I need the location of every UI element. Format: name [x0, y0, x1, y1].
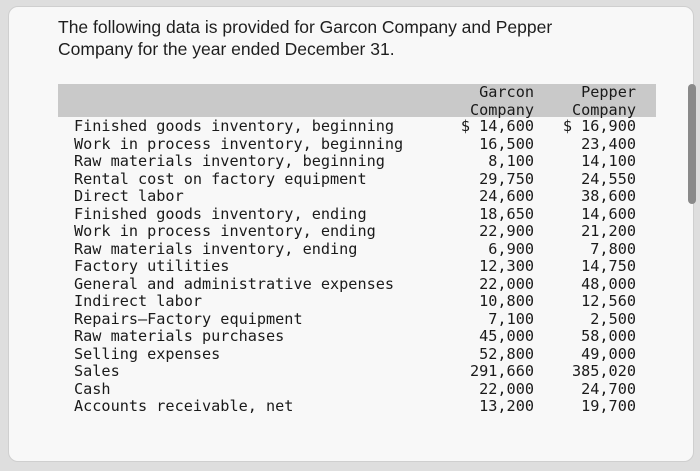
- table-row: [58, 206, 656, 224]
- table-row: [58, 311, 656, 329]
- pepper-value: 14,100: [581, 152, 636, 170]
- table-row: [58, 363, 656, 381]
- garcon-value: 45,000: [479, 327, 534, 345]
- garcon-value: 10,800: [479, 292, 534, 310]
- garcon-value: 7,100: [488, 309, 534, 328]
- table-row: [58, 153, 656, 171]
- column-header-garcon: Garcon Company: [469, 83, 534, 119]
- problem-intro: The following data is provided for Garcon Company and Pepper Company for the year ended December 31.: [58, 17, 553, 59]
- row-label: Sales: [74, 362, 120, 380]
- garcon-value: 22,000: [479, 379, 534, 398]
- pepper-value: 48,000: [581, 274, 636, 293]
- pepper-value: 24,700: [581, 379, 636, 398]
- pepper-value: 23,400: [581, 134, 636, 153]
- table-row: [58, 293, 656, 311]
- scrollbar[interactable]: [688, 84, 696, 204]
- pepper-value: 7,800: [590, 239, 636, 258]
- row-label: Finished goods inventory, beginning: [74, 117, 395, 135]
- pepper-value: 385,020: [571, 362, 636, 380]
- garcon-value: 13,200: [479, 397, 534, 415]
- pepper-value: 21,200: [581, 222, 636, 240]
- row-label: Selling expenses: [74, 344, 221, 363]
- row-label: Work in process inventory, beginning: [74, 134, 404, 153]
- garcon-value: 8,100: [488, 152, 534, 170]
- table-row: [58, 223, 656, 241]
- row-label: Raw materials purchases: [74, 327, 285, 345]
- row-label: Raw materials inventory, beginning: [74, 152, 385, 170]
- pepper-value: 12,560: [581, 292, 636, 310]
- table-body: [58, 118, 656, 416]
- table-row: [58, 118, 656, 136]
- row-label: Work in process inventory, ending: [74, 222, 376, 240]
- pepper-value: 49,000: [581, 344, 636, 363]
- row-label: Repairs—Factory equipment: [74, 309, 303, 328]
- table-row: [58, 241, 656, 259]
- pepper-value: 38,600: [581, 187, 636, 205]
- garcon-value: 6,900: [488, 239, 534, 258]
- row-label: Indirect labor: [74, 292, 203, 310]
- row-label: Factory utilities: [74, 257, 230, 275]
- row-label: Raw materials inventory, ending: [74, 239, 358, 258]
- table-row: [58, 381, 656, 399]
- table-row: [58, 188, 656, 206]
- row-label: Accounts receivable, net: [74, 397, 294, 415]
- garcon-value: $ 14,600: [460, 117, 534, 135]
- garcon-value: 18,650: [479, 204, 534, 223]
- table-row: [58, 346, 656, 364]
- row-label: Cash: [74, 379, 111, 398]
- table-row: [58, 171, 656, 189]
- pepper-value: 14,750: [581, 257, 636, 275]
- table-row: [58, 258, 656, 276]
- pepper-value: 14,600: [581, 204, 636, 223]
- table-row: [58, 398, 656, 416]
- table-row: [58, 328, 656, 346]
- column-header-pepper: Pepper Company: [571, 83, 636, 119]
- pepper-value: 2,500: [590, 309, 636, 328]
- pepper-value: $ 16,900: [562, 117, 636, 135]
- pepper-value: 24,550: [581, 169, 636, 188]
- row-label: Finished goods inventory, ending: [74, 204, 367, 223]
- garcon-value: 24,600: [479, 187, 534, 205]
- garcon-value: 22,900: [479, 222, 534, 240]
- garcon-value: 291,660: [469, 362, 534, 380]
- pepper-value: 19,700: [581, 397, 636, 415]
- garcon-value: 16,500: [479, 134, 534, 153]
- row-label: Direct labor: [74, 187, 184, 205]
- garcon-value: 22,000: [479, 274, 534, 293]
- table-row: [58, 136, 656, 154]
- garcon-value: 29,750: [479, 169, 534, 188]
- garcon-value: 12,300: [479, 257, 534, 275]
- pepper-value: 58,000: [581, 327, 636, 345]
- row-label: Rental cost on factory equipment: [74, 169, 367, 188]
- table-row: [58, 276, 656, 294]
- row-label: General and administrative expenses: [74, 274, 395, 293]
- garcon-value: 52,800: [479, 344, 534, 363]
